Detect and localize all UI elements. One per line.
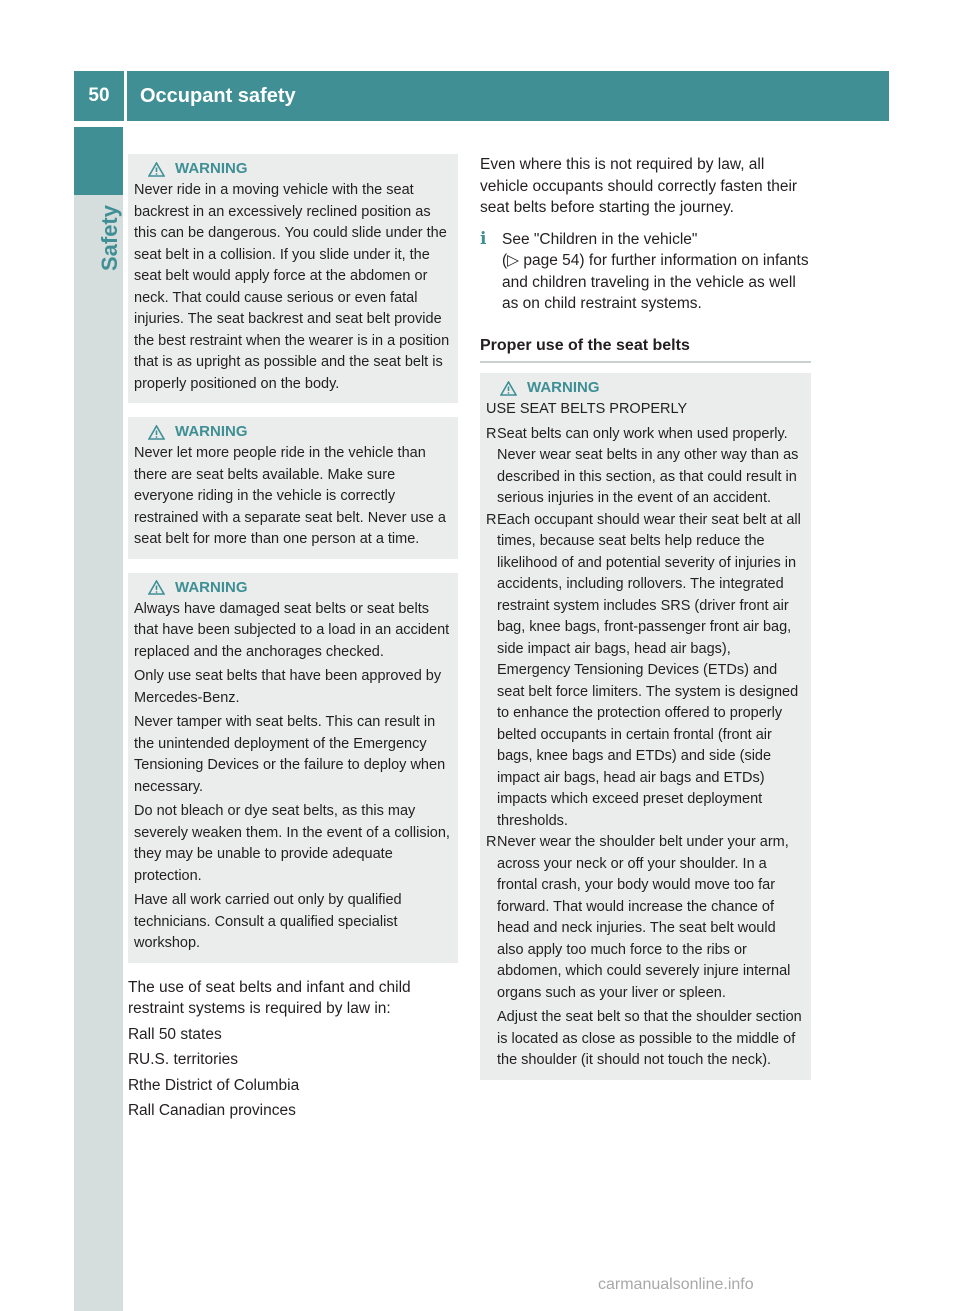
info-prefix: See "Children in the vehicle" xyxy=(502,230,698,248)
list-item xyxy=(128,1100,458,1122)
warning-title: WARNING xyxy=(175,423,248,441)
list-item xyxy=(128,1075,458,1097)
warning-triangle-icon xyxy=(148,162,165,177)
warning-text: Only use seat belts that have been approved by Mercedes-Benz. xyxy=(134,668,442,706)
list-item-text: the District of Columbia xyxy=(139,1076,300,1094)
warning-heading xyxy=(148,421,452,443)
warning-bullet xyxy=(486,424,805,510)
warning-triangle-icon xyxy=(148,580,165,595)
bullet-text: Never wear the shoulder belt under your arm, across your neck or off your shoulder. In a frontal crash, your body would move too far forward. That would increase the chance of head and neck injuries. The seat belt would also apply too much force to the ribs or abdomen, which could severely injure internal organs such as your liver or spleen. xyxy=(497,834,791,1001)
bullet-icon: R xyxy=(128,1102,140,1119)
bullet-icon: R xyxy=(486,834,497,850)
list-item xyxy=(128,1049,458,1071)
warning-text: Never ride in a moving vehicle with the seat backrest in an excessively reclined position as this can be dangerous. You could slide under the seat belt in a collision. If you slide under it, the seat belt would apply force at the abdomen or neck. That could cause serious or even fatal injuries. The seat backrest and seat belt provide the best restraint when the wearer is in a position that is as upright as possible and the seat belt is properly positioned on the body. xyxy=(134,182,450,392)
right-column xyxy=(480,154,811,1094)
page-number: 50 xyxy=(88,85,110,106)
info-icon: i xyxy=(480,228,487,249)
intro-text xyxy=(480,154,811,219)
warning-closing: Adjust the seat belt so that the shoulder section is located as close as possible to the middle of the shoulder (it should not touch the neck). xyxy=(497,1009,802,1068)
left-column xyxy=(128,154,458,1126)
jurisdiction-list xyxy=(128,1024,458,1122)
warning-triangle-icon xyxy=(148,425,165,440)
warning-text: Always have damaged seat belts or seat belts that have been subjected to a load in an accident replaced and the anchorages checked. xyxy=(134,600,450,660)
bullet-text: Each occupant should wear their seat belt at all times, because seat belts help reduce the likelihood of and potential severity of injuries in accidents, including rollovers. The integrated restraint system includes SRS (driver front air bag, knee bags, front-passenger front air bag, side impact air bags, head air bags), Emergency Tensioning Devices (ETDs) and seat belt force limiters. The system is designed to enhance the protection offered to properly belted occupants in certain frontal (front air bags, knee bags and ETDs) and side (side impact air bags, head air bags and ETDs) impacts which exceed preset deployment thresholds. xyxy=(497,511,801,829)
page-title: Occupant safety xyxy=(140,84,296,107)
body-paragraph: The use of seat belts and infant and child restraint systems is required by law in: xyxy=(128,978,411,1017)
warning-text: Never let more people ride in the vehicle than there are seat belts available. Make sure everyone riding in the vehicle is correctly restrained with a separate seat belt. Never use a seat belt for more than one person at a time. xyxy=(134,445,446,547)
list-item xyxy=(128,1024,458,1046)
side-bar xyxy=(74,127,123,1311)
warning-heading xyxy=(148,158,452,180)
page-reference-link[interactable]: (▷ page 54) xyxy=(502,252,585,269)
list-item-text: U.S. territories xyxy=(139,1051,239,1068)
warning-title: WARNING xyxy=(175,578,248,596)
bullet-icon: R xyxy=(128,1025,140,1043)
header-divider xyxy=(124,71,127,121)
intro-paragraph: Even where this is not required by law, all vehicle occupants should correctly fasten their seat belts before starting the journey. xyxy=(480,156,798,216)
warning-bullet xyxy=(486,510,805,833)
warning-box xyxy=(128,417,458,559)
body-text xyxy=(128,977,458,1122)
bullet-icon: R xyxy=(486,511,497,528)
warning-subheading: USE SEAT BELTS PROPERLY xyxy=(486,401,688,417)
warning-heading xyxy=(148,577,452,599)
warning-text: Have all work carried out only by qualified technicians. Consult a qualified specialist workshop. xyxy=(134,892,402,951)
bullet-icon: R xyxy=(128,1051,140,1068)
warning-heading xyxy=(500,377,805,399)
section-label: Safety xyxy=(97,205,122,272)
warning-title: WARNING xyxy=(175,160,248,178)
warning-triangle-icon xyxy=(500,381,517,396)
info-rest: for further information on infants and children traveling in the vehicle as well as on child restraint systems. xyxy=(502,252,809,312)
info-note xyxy=(480,229,811,315)
bullet-icon: R xyxy=(486,425,497,442)
side-bar-tab xyxy=(74,127,123,195)
bullet-icon: R xyxy=(128,1076,140,1094)
warning-text: Never tamper with seat belts. This can result in the unintended deployment of the Emergency Tensioning Devices or the failure to deploy when necessary. xyxy=(134,714,446,795)
list-item-text: all 50 states xyxy=(139,1025,222,1043)
warning-box xyxy=(480,373,811,1080)
warning-text: Do not bleach or dye seat belts, as this may severely weaken them. In the event of a collision, they may be unable to provide adequate protection. xyxy=(134,803,450,884)
warning-box xyxy=(128,154,458,403)
list-item-text: all Canadian provinces xyxy=(139,1102,296,1119)
section-heading: Proper use of the seat belts xyxy=(480,335,811,364)
bullet-text: Seat belts can only work when used properly. Never wear seat belts in any other way than as described in this section, as that could result in serious injuries in the event of an accident. xyxy=(497,425,799,506)
warning-title: WARNING xyxy=(527,379,600,397)
info-text xyxy=(502,229,811,315)
warning-box xyxy=(128,573,458,963)
warning-bullet xyxy=(486,832,805,1004)
watermark: carmanualsonline.info xyxy=(598,1276,754,1293)
